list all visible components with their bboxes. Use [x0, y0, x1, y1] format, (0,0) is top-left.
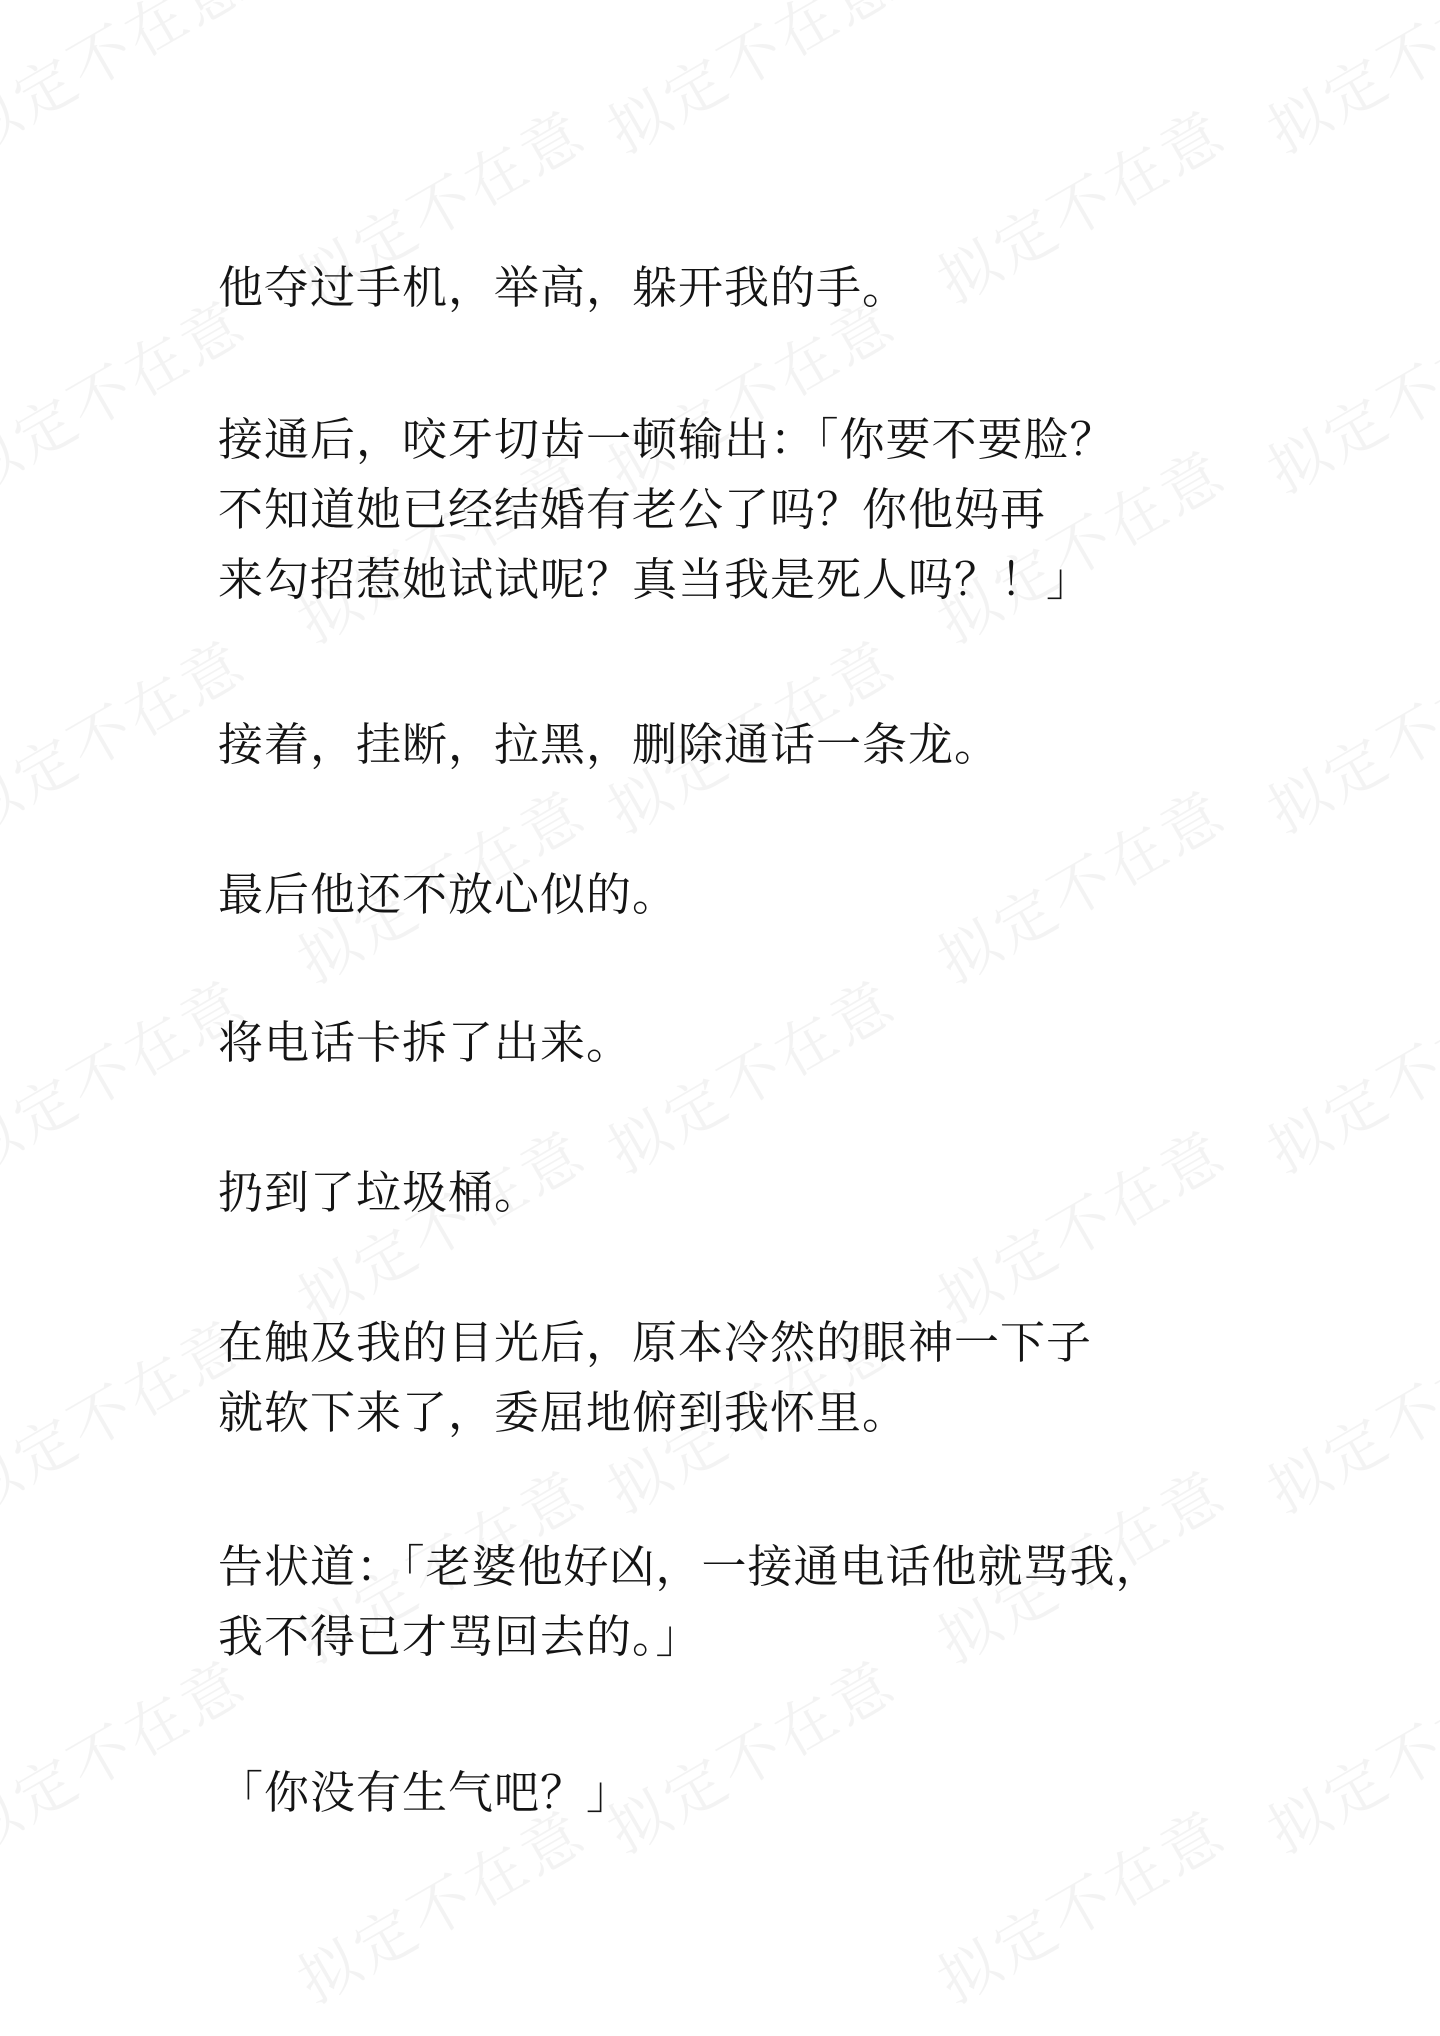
- watermark-text: [920, 86, 1240, 320]
- paragraph: 在触及我的目光后，原本冷然的眼神一下子 就软下来了，委屈地俯到我怀里。: [218, 1316, 1093, 1439]
- paragraph: 扔到了垃圾桶。: [218, 1166, 541, 1219]
- paragraph: 接着，挂断，拉黑，删除通话一条龙。: [218, 718, 1001, 771]
- watermark-text: [920, 1786, 1240, 2020]
- paragraph: 「你没有生气吧？」: [218, 1766, 633, 1819]
- paragraph: 告状道：「老婆他好凶，一接通电话他就骂我， 我不得已才骂回去的。」: [218, 1540, 1162, 1663]
- paragraph: 他夺过手机，举高，躲开我的手。: [218, 261, 909, 314]
- watermark-text: [1250, 616, 1440, 850]
- watermark-text: [1250, 0, 1440, 170]
- paragraph: 将电话卡拆了出来。: [218, 1016, 633, 1069]
- watermark-text: [590, 0, 910, 170]
- watermark-text: [920, 766, 1240, 1000]
- watermark-text: [0, 0, 260, 170]
- paragraph: 最后他还不放心似的。: [218, 868, 679, 921]
- paragraph: 接通后，咬牙切齿一顿输出：「你要不要脸？ 不知道她已经结婚有老公了吗？你他妈再 来勾招惹她试试呢？真当我是死人吗？！」: [218, 413, 1116, 606]
- watermark-text: [1250, 956, 1440, 1190]
- watermark-text: [1250, 276, 1440, 510]
- watermark-text: [590, 956, 910, 1190]
- watermark-text: [1250, 1296, 1440, 1530]
- watermark-text: [920, 1106, 1240, 1340]
- watermark-text: [1250, 1636, 1440, 1870]
